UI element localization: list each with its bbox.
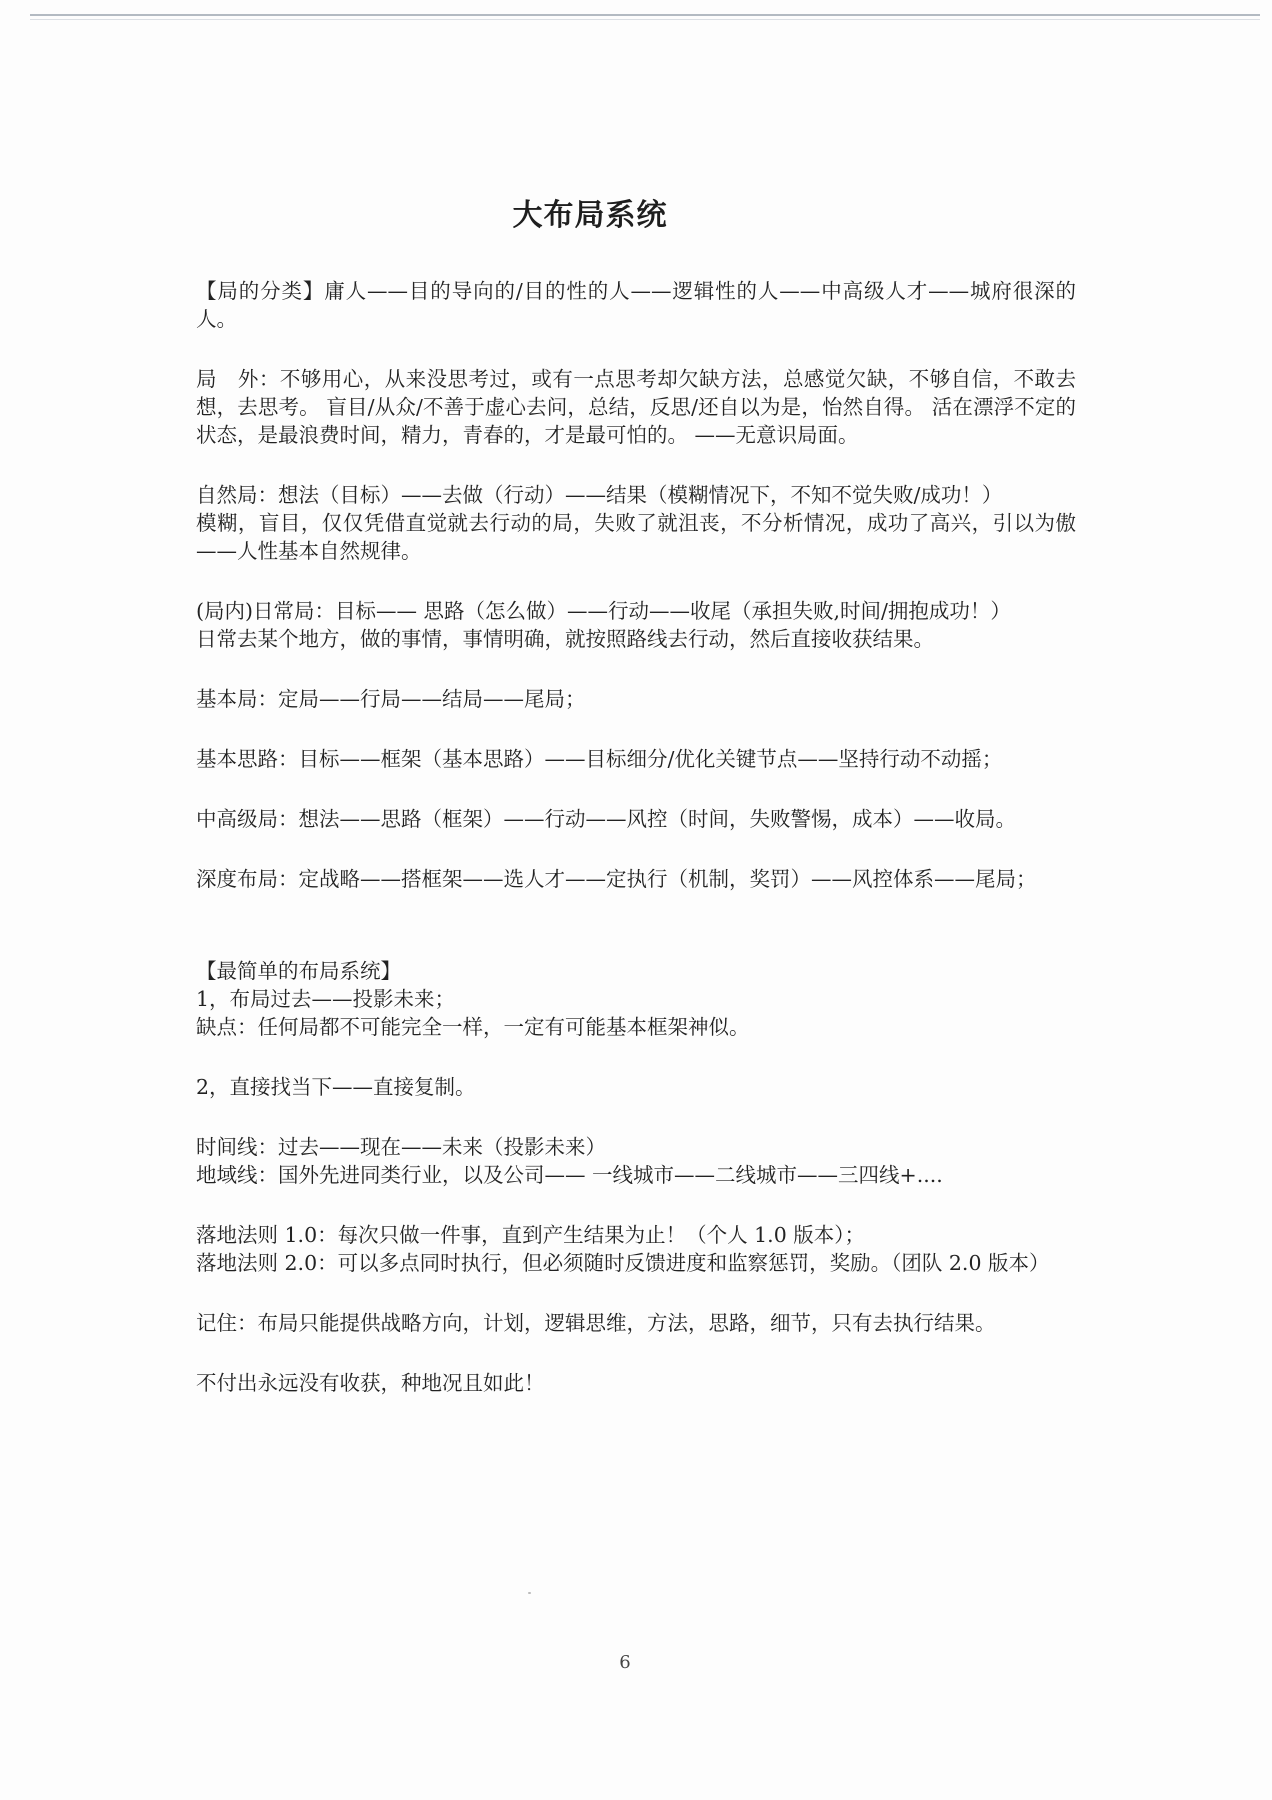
classification-paragraph: 【局的分类】庸人——目的导向的/目的性的人——逻辑性的人——中高级人才——城府很深的人。 — [196, 279, 1076, 331]
remember-paragraph: 记住：布局只能提供战略方向，计划，逻辑思维，方法，思路，细节，只有去执行结果。 — [196, 1311, 996, 1335]
rule1-line: 落地法则 1.0：每次只做一件事，直到产生结果为止！（个人 1.0 版本）； — [196, 1223, 866, 1247]
scan-speck — [528, 1592, 531, 1594]
page-number: 6 — [619, 1652, 631, 1673]
section2-heading: 【最简单的布局系统】 — [196, 959, 401, 983]
closing-paragraph: 不付出永远没有收获，种地况且如此！ — [196, 1371, 545, 1395]
basic-thinking-paragraph: 基本思路：目标——框架（基本思路）——目标细分/优化关键节点——坚持行动不动摇； — [196, 747, 1003, 771]
regionline-line: 地域线：国外先进同类行业，以及公司—— 一线城市——二线城市——三四线+.... — [196, 1163, 943, 1187]
document-body — [196, 277, 1076, 1397]
mid-high-paragraph: 中高级局：想法——思路（框架）——行动——风控（时间，失败警惕，成本）——收局。 — [196, 807, 1016, 831]
outside-paragraph: 局 外：不够用心，从来没思考过，或有一点思考却欠缺方法，总感觉欠缺，不够自信，不敢去想，去思考。 盲目/从众/不善于虚心去问，总结，反思/还自以为是，怡然自得。 活在漂浮不定的状态，是最浪费时间，精力，青春的，才是最可怕的。 ——无意识局面。 — [196, 367, 1076, 447]
timeline-line: 时间线：过去——现在——未来（投影未来） — [196, 1135, 606, 1159]
item2-line: 2，直接找当下——直接复制。 — [196, 1075, 476, 1099]
drawback-line: 缺点：任何局都不可能完全一样，一定有可能基本框架神似。 — [196, 1015, 750, 1039]
scan-edge-line-faint — [30, 19, 1260, 20]
page-title: 大布局系统 — [512, 198, 668, 233]
deep-paragraph: 深度布局：定战略——搭框架——选人才——定执行（机制，奖罚）——风控体系——尾局； — [196, 867, 1037, 891]
natural-line-1: 自然局：想法（目标）——去做（行动）——结果（模糊情况下，不知不觉失败/成功！） — [196, 483, 1003, 507]
daily-line-1: (局内)日常局：目标—— 思路（怎么做）——行动——收尾（承担失败,时间/拥抱成功！） — [196, 599, 1011, 623]
scan-edge-line — [30, 14, 1260, 16]
natural-line-2: 模糊，盲目，仅仅凭借直觉就去行动的局，失败了就沮丧，不分析情况，成功了高兴，引以为傲——人性基本自然规律。 — [196, 511, 1076, 563]
basic-paragraph: 基本局：定局——行局——结局——尾局； — [196, 687, 586, 711]
daily-line-2: 日常去某个地方，做的事情，事情明确，就按照路线去行动，然后直接收获结果。 — [196, 627, 934, 651]
item1-line: 1，布局过去——投影未来； — [196, 987, 456, 1011]
rule2-paragraph: 落地法则 2.0：可以多点同时执行，但必须随时反馈进度和监察惩罚，奖励。（团队 2.0 版本） — [196, 1251, 1050, 1275]
